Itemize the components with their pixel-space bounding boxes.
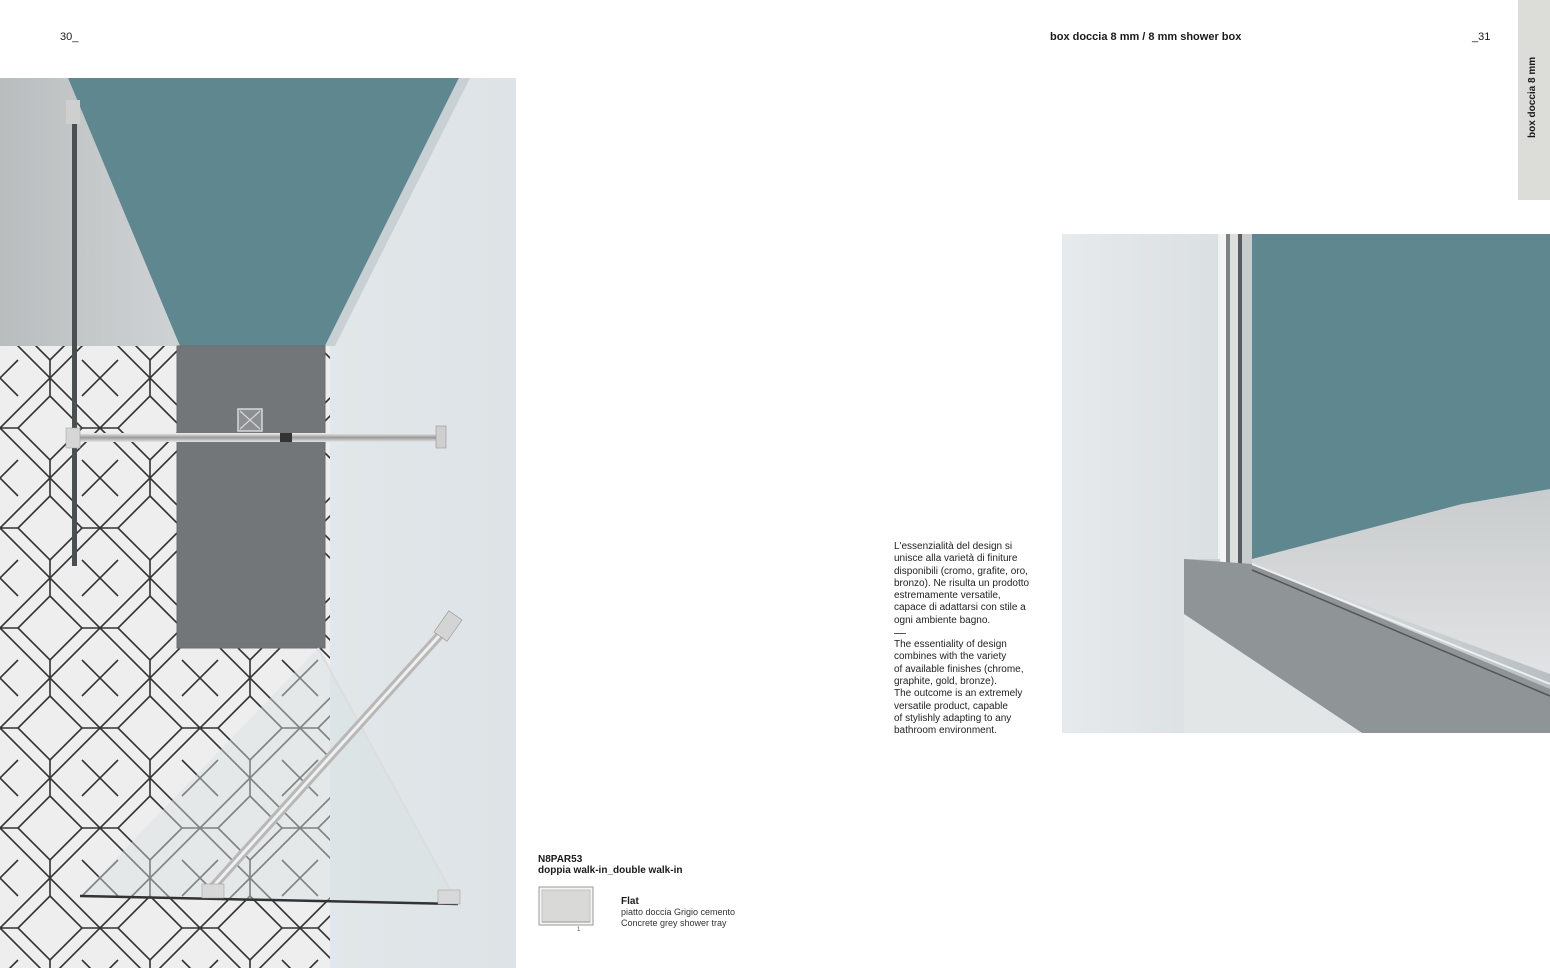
- description-english-line: of stylishly adapting to any: [894, 712, 1012, 724]
- description-italian-line: unisce alla varietà di finiture: [894, 553, 1018, 565]
- product-photo-main: [0, 78, 516, 968]
- language-divider: [894, 633, 906, 634]
- section-title: box doccia 8 mm / 8 mm shower box: [1050, 31, 1242, 43]
- description-english-line: The outcome is an extremely: [894, 688, 1023, 700]
- description-italian-line: ogni ambiente bagno.: [894, 614, 991, 626]
- description-english-line: of available finishes (chrome,: [894, 663, 1024, 675]
- side-tab-label: box doccia 8 mm: [1527, 56, 1538, 138]
- description-italian-line: capace di adattarsi con stile a: [894, 602, 1026, 614]
- tray-thumb-mark: 1: [577, 927, 581, 932]
- description-english-line: graphite, gold, bronze).: [894, 675, 997, 687]
- description-english-line: bathroom environment.: [894, 725, 997, 737]
- product-code: N8PAR53: [538, 854, 583, 865]
- page-number-left: 30_: [60, 31, 79, 43]
- description-english-line: combines with the variety: [894, 651, 1007, 663]
- product-name: doppia walk-in_double walk-in: [538, 865, 683, 876]
- description-english-line: The essentiality of design: [894, 639, 1007, 651]
- description-english-line: versatile product, capable: [894, 700, 1008, 712]
- tray-title: Flat: [621, 896, 639, 907]
- description-italian-line: estremamente versatile,: [894, 590, 1001, 602]
- tray-description-italian: piatto doccia Grigio cemento: [621, 907, 736, 917]
- description-italian-line: disponibili (cromo, grafite, oro,: [894, 565, 1028, 577]
- side-tab: [1518, 0, 1550, 200]
- description-text: [894, 541, 1042, 737]
- shower-tray-thumbnail: [538, 886, 594, 932]
- description-italian-line: bronzo). Ne risulta un prodotto: [894, 577, 1030, 589]
- product-photo-detail: [1062, 234, 1550, 733]
- description-italian-line: L'essenzialità del design si: [894, 541, 1013, 552]
- page-number-right: _31: [1472, 31, 1491, 43]
- tray-description-english: Concrete grey shower tray: [621, 918, 727, 928]
